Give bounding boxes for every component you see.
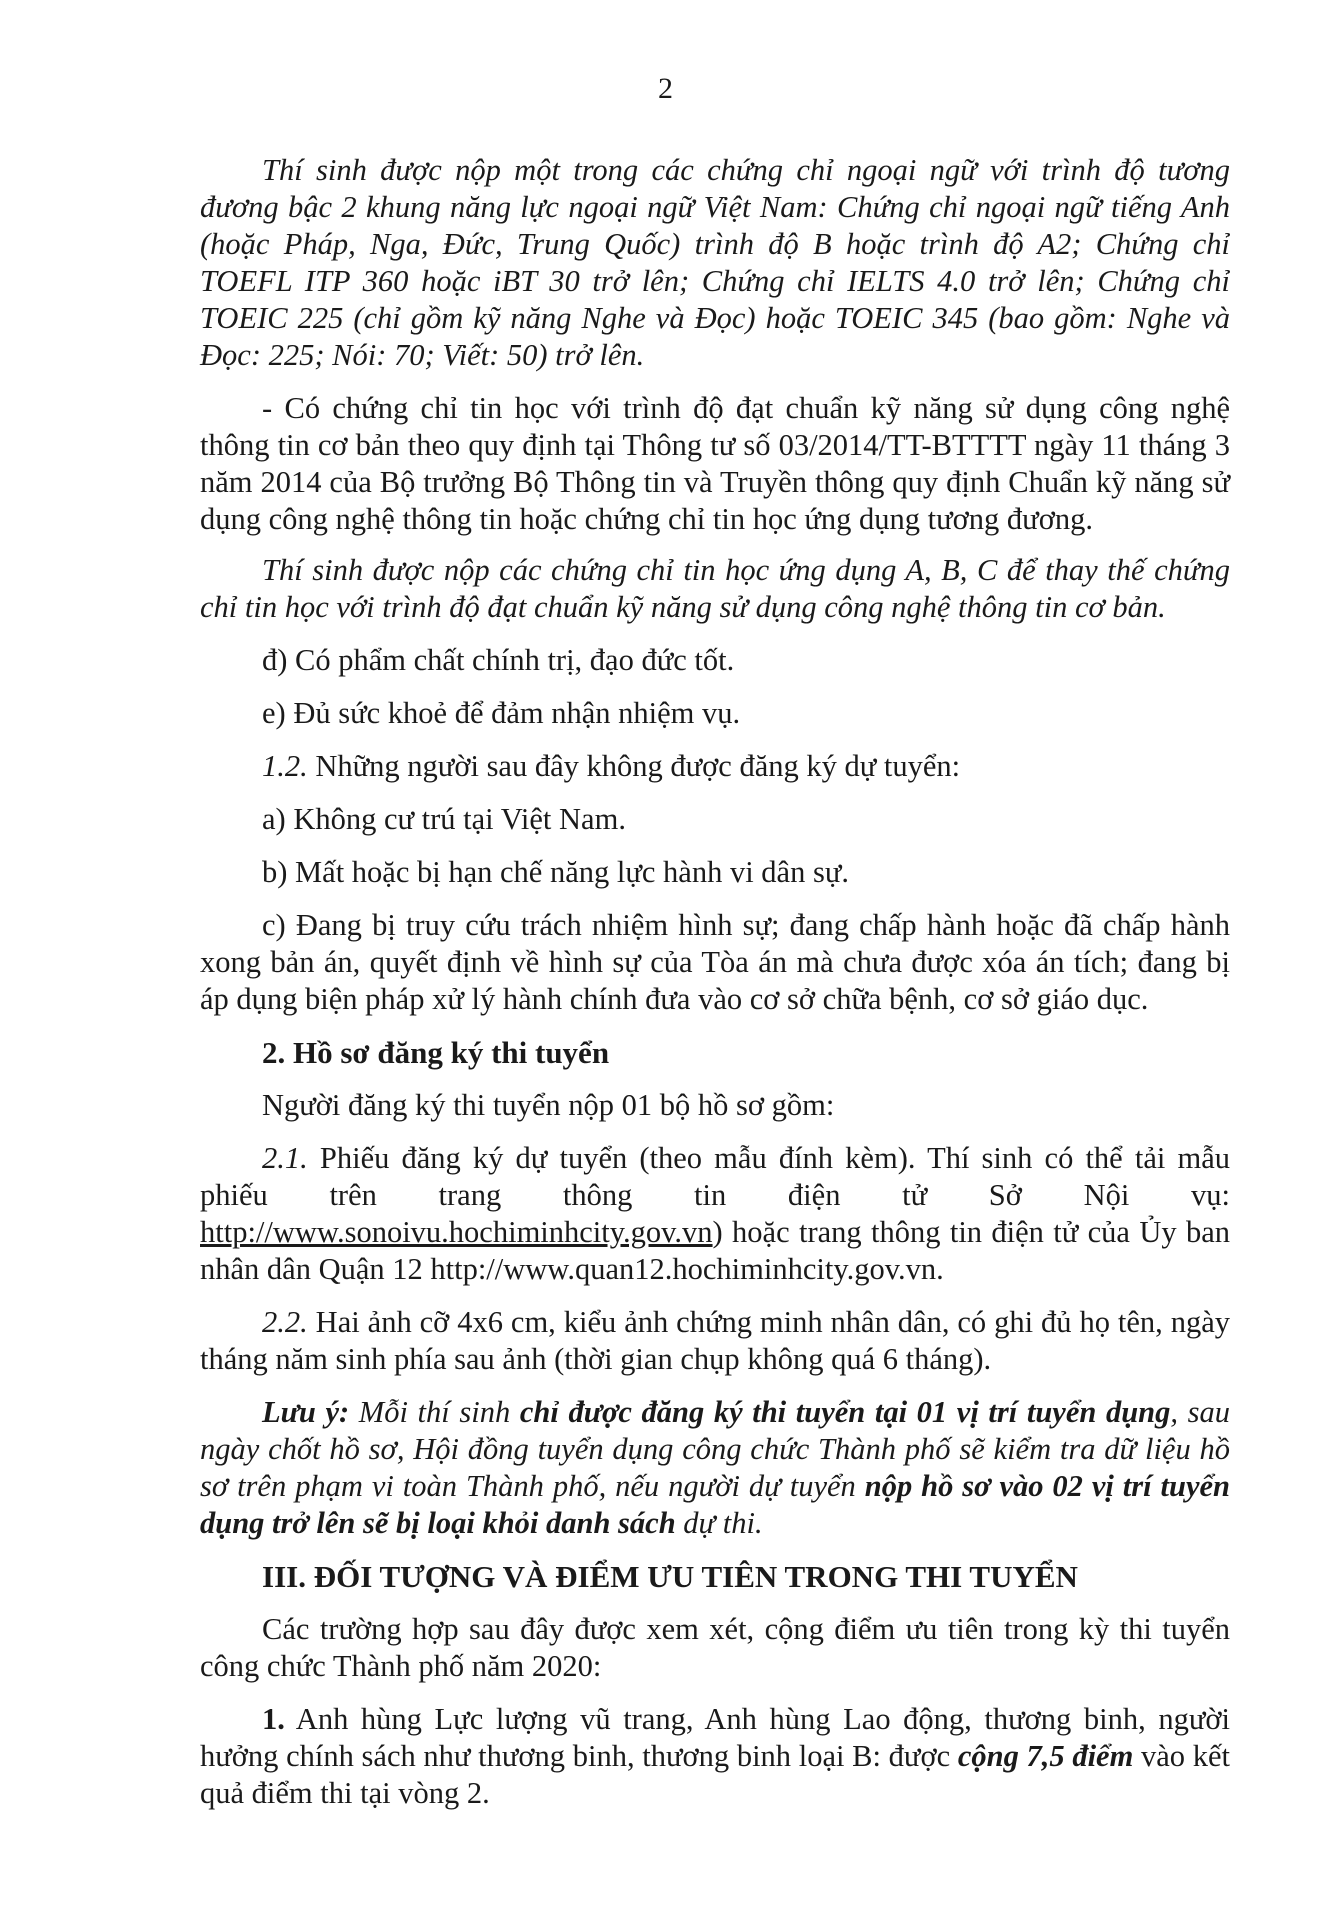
section-number: 1.2. — [262, 749, 308, 783]
paragraph-item-b: b) Mất hoặc bị hạn chế năng lực hành vi dân sự. — [262, 855, 849, 889]
note-text-3: dự thi. — [675, 1506, 763, 1540]
paragraph-item-e: e) Đủ sức khoẻ để đảm nhận nhiệm vụ. — [262, 696, 741, 730]
paragraph-section-1-2 — [200, 748, 1230, 785]
item-number: 1. — [262, 1702, 285, 1736]
section-number: 2.2. — [262, 1305, 308, 1339]
document-body — [200, 152, 1230, 1812]
paragraph-it-substitute: Thí sinh được nộp các chứng chỉ tin học ứng dụng A, B, C để thay thế chứng chỉ tin học với trình độ đạt chuẩn kỹ năng sử dụng công nghệ thông tin cơ bản. — [200, 553, 1230, 624]
note-text: Mỗi thí sinh — [349, 1395, 520, 1429]
section-heading-3: III. ĐỐI TƯỢNG VÀ ĐIỂM ƯU TIÊN TRONG THI TUYỂN — [262, 1559, 1078, 1594]
paragraph-priority-intro: Các trường hợp sau đây được xem xét, cộng điểm ưu tiên trong kỳ thi tuyển công chức Thành phố năm 2020: — [200, 1612, 1230, 1683]
paragraph-note — [200, 1394, 1230, 1542]
paragraph-item-c: c) Đang bị truy cứu trách nhiệm hình sự; đang chấp hành hoặc đã chấp hành xong bản án, quyết định về hình sự của Tòa án mà chưa được xóa án tích; đang bị áp dụng biện pháp xử lý hành chính đưa vào cơ sở chữa bệnh, cơ sở giáo dục. — [200, 908, 1230, 1016]
sonoivu-link[interactable]: http://www.sonoivu.hochiminhcity.gov.vn — [200, 1215, 713, 1249]
item-emphasis: cộng 7,5 điểm — [957, 1739, 1134, 1773]
note-text-2: , sau ngày chốt hồ sơ, Hội đồng tuyển dụng công chức Thành phố sẽ kiểm tra dữ liệu hồ sơ trên phạm vi toàn Thành phố, nếu người dự tuyển — [200, 1395, 1231, 1503]
paragraph-section-2-1 — [200, 1140, 1230, 1288]
paragraph-dossier-intro: Người đăng ký thi tuyển nộp 01 bộ hồ sơ gồm: — [262, 1088, 835, 1122]
section-text: Hai ảnh cỡ 4x6 cm, kiểu ảnh chứng minh nhân dân, có ghi đủ họ tên, ngày tháng năm sinh phía sau ảnh (thời gian chụp không quá 6 tháng). — [200, 1305, 1230, 1376]
section-text-cont: ) hoặc trang thông tin điện tử của Ủy ban nhân dân Quận 12 http://www.quan12.hochiminhcity.gov.vn. — [200, 1215, 1230, 1286]
note-emphasis-2: nộp hồ sơ vào 02 vị trí tuyển dụng trở lên sẽ bị loại khỏi danh sách — [200, 1469, 1230, 1540]
paragraph-it-certificate: - Có chứng chỉ tin học với trình độ đạt chuẩn kỹ năng sử dụng công nghệ thông tin cơ bản theo quy định tại Thông tư số 03/2014/TT-BTTTT ngày 11 tháng 3 năm 2014 của Bộ trưởng Bộ Thông tin và Truyền thông quy định Chuẩn kỹ năng sử dụng công nghệ thông tin hoặc chứng chỉ tin học ứng dụng tương đương. — [200, 391, 1230, 536]
paragraph-item-a: a) Không cư trú tại Việt Nam. — [262, 802, 626, 836]
paragraph-item-d: đ) Có phẩm chất chính trị, đạo đức tốt. — [262, 643, 735, 677]
paragraph-foreign-language-certificates: Thí sinh được nộp một trong các chứng chỉ ngoại ngữ với trình độ tương đương bậc 2 khung năng lực ngoại ngữ Việt Nam: Chứng chỉ ngoại ngữ tiếng Anh (hoặc Pháp, Nga, Đức, Trung Quốc) trình độ B hoặc trình độ A2; Chứng chỉ TOEFL ITP 360 hoặc iBT 30 trở lên; Chứng chỉ IELTS 4.0 trở lên; Chứng chỉ TOEIC 225 (chỉ gồm kỹ năng Nghe và Đọc) hoặc TOEIC 345 (bao gồm: Nghe và Đọc: 225; Nói: 70; Viết: 50) trở lên. — [200, 153, 1230, 372]
section-heading-2: 2. Hồ sơ đăng ký thi tuyển — [262, 1035, 610, 1070]
section-number: 2.1. — [262, 1141, 308, 1175]
item-text: Anh hùng Lực lượng vũ trang, Anh hùng Lao động, thương binh, người hưởng chính sách như thương binh, thương binh loại B: được — [200, 1702, 1230, 1773]
item-text-2: vào kết quả điểm thi tại vòng 2. — [200, 1739, 1230, 1810]
page-number: 2 — [658, 72, 673, 105]
paragraph-section-2-2 — [200, 1304, 1230, 1378]
note-emphasis-1: chỉ được đăng ký thi tuyển tại 01 vị trí tuyển dụng — [519, 1395, 1171, 1429]
paragraph-priority-1 — [200, 1701, 1230, 1812]
note-label: Lưu ý: — [262, 1395, 350, 1429]
section-text: Những người sau đây không được đăng ký dự tuyển: — [307, 749, 961, 783]
section-text: Phiếu đăng ký dự tuyển (theo mẫu đính kèm). Thí sinh có thể tải mẫu phiếu trên trang thông tin điện tử Sở Nội vụ: — [200, 1141, 1230, 1212]
